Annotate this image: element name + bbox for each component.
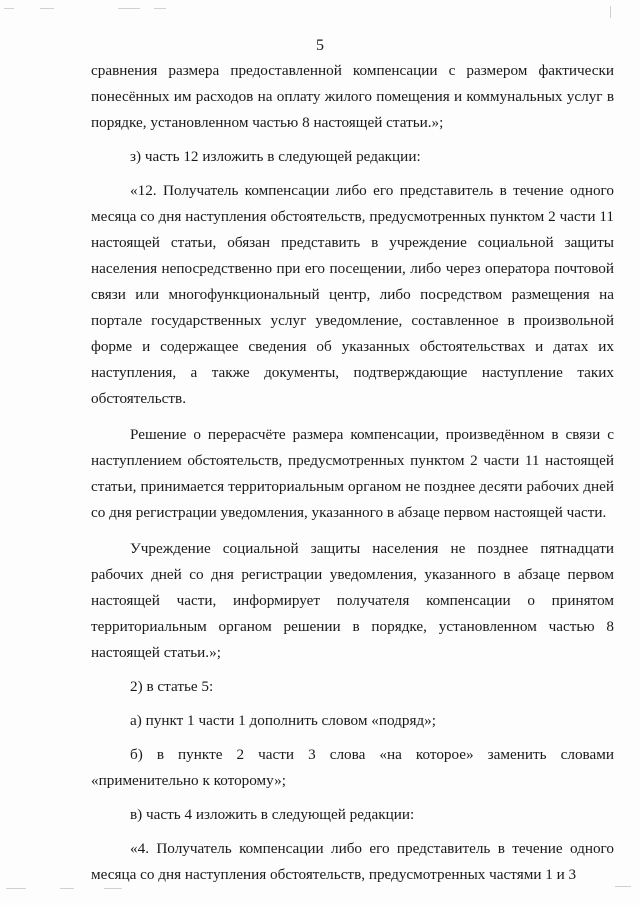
paragraph-social-protection-notice: Учреждение социальной защиты населения не позднее пятнадцати рабочих дней со дня регистрации уведомления, указанного в абзаце первом настоящей части, информирует получателя компенсации о принятом территориальным органом решении в порядке, установленном частью 8 настоящей статьи.»; xyxy=(91,540,614,661)
scan-artifact xyxy=(6,888,26,889)
paragraph-item-v: в) часть 4 изложить в следующей редакции: xyxy=(130,806,415,823)
scan-artifact xyxy=(60,888,74,889)
paragraph-recalculation-decision: Решение о перерасчёте размера компенсации, произведённом в связи с наступлением обстоятельств, предусмотренных пунктом 2 части 11 настоящей статьи, принимается территориальным органом не позднее десяти рабочих дней со дня регистрации уведомления, указанного в абзаце первом настоящей части. xyxy=(91,426,614,521)
paragraph-article-5: 2) в статье 5: xyxy=(130,678,214,695)
document-body xyxy=(91,58,614,888)
paragraph-part-4: «4. Получатель компенсации либо его представитель в течение одного месяца со дня наступления обстоятельств, предусмотренных частями 1 и 3 xyxy=(91,840,614,883)
paragraph-item-b: б) в пункте 2 части 3 слова «на которое» заменить словами «применительно к которому»; xyxy=(91,746,614,789)
scan-artifact xyxy=(4,8,14,9)
paragraph-item-a: а) пункт 1 части 1 дополнить словом «подряд»; xyxy=(130,712,436,729)
scan-artifact xyxy=(610,6,611,18)
paragraph-amendment-z: з) часть 12 изложить в следующей редакции: xyxy=(130,148,421,165)
scan-artifact xyxy=(40,8,54,9)
paragraph-part-12: «12. Получатель компенсации либо его представитель в течение одного месяца со дня наступления обстоятельств, предусмотренных пунктом 2 части 11 настоящей статьи, обязан представить в учреждение социальной защиты населения непосредственно при его посещении, либо через оператора почтовой связи или многофункциональный центр, либо посредством размещения на портале государственных услуг уведомление, составленное в произвольной форме и содержащее сведения об указанных обстоятельствах и датах их наступления, а также документы, подтверждающие наступление таких обстоятельств. xyxy=(91,182,614,407)
scan-artifact xyxy=(118,8,140,9)
paragraph-continuation: сравнения размера предоставленной компенсации с размером фактически понесённых им расходов на оплату жилого помещения и коммунальных услуг в порядке, установленном частью 8 настоящей статьи.»; xyxy=(91,62,614,131)
page-number: 5 xyxy=(316,37,324,54)
scan-artifact xyxy=(154,8,166,9)
scan-artifact xyxy=(615,886,631,887)
scan-artifact xyxy=(104,888,122,889)
